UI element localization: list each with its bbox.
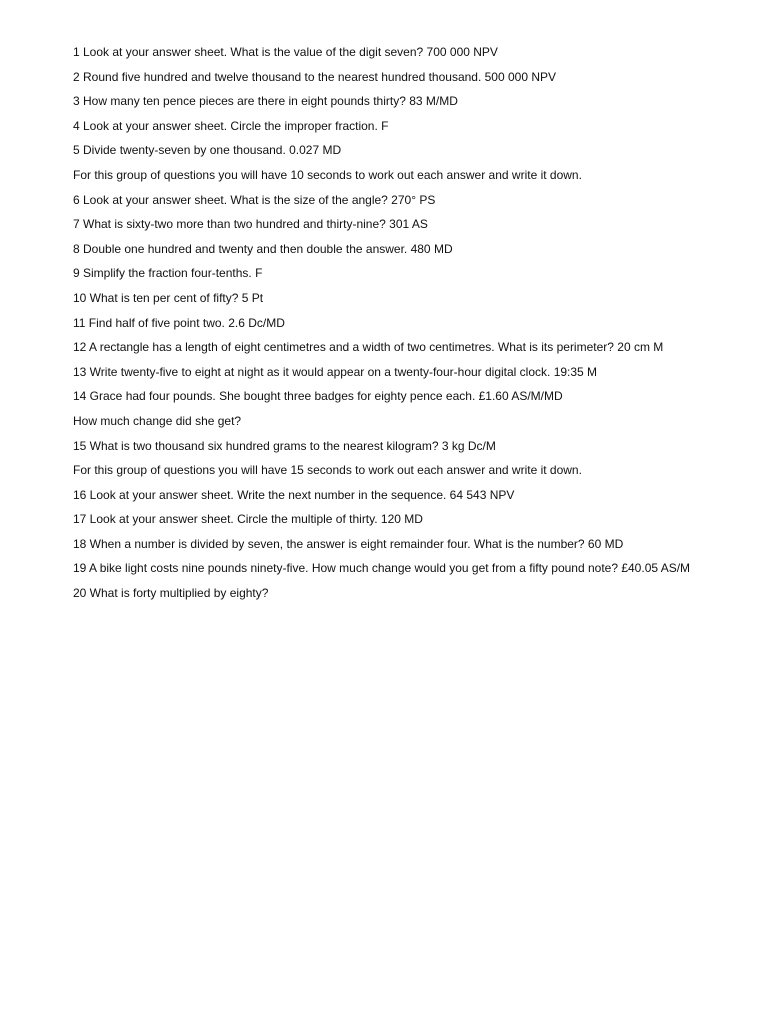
instruction-10-seconds: For this group of questions you will have 10 seconds to work out each answer and write it down. — [73, 167, 582, 182]
question-14: 14 Grace had four pounds. She bought three badges for eighty pence each. £1.60 AS/M/MD — [73, 389, 563, 404]
question-18: 18 When a number is divided by seven, the answer is eight remainder four. What is the number? 60 MD — [73, 536, 624, 551]
document-body — [73, 45, 721, 611]
question-19: 19 A bike light costs nine pounds ninety-five. How much change would you get from a fifty pound note? £40.05 AS/M — [73, 561, 691, 576]
question-3: 3 How many ten pence pieces are there in eight pounds thirty? 83 M/MD — [73, 94, 458, 109]
question-5: 5 Divide twenty-seven by one thousand. 0.027 MD — [73, 143, 342, 158]
question-12: 12 A rectangle has a length of eight centimetres and a width of two centimetres. What is its perimeter? 20 cm M — [73, 340, 664, 355]
question-13: 13 Write twenty-five to eight at night as it would appear on a twenty-four-hour digital clock. 19:35 M — [73, 364, 598, 379]
question-7: 7 What is sixty-two more than two hundred and thirty-nine? 301 AS — [73, 217, 428, 232]
question-16: 16 Look at your answer sheet. Write the next number in the sequence. 64 543 NPV — [73, 487, 515, 502]
question-1: 1 Look at your answer sheet. What is the value of the digit seven? 700 000 NPV — [73, 45, 498, 59]
question-8: 8 Double one hundred and twenty and then double the answer. 480 MD — [73, 241, 453, 256]
question-9: 9 Simplify the fraction four-tenths. F — [73, 266, 263, 281]
question-2: 2 Round five hundred and twelve thousand to the nearest hundred thousand. 500 000 NPV — [73, 69, 557, 84]
question-15: 15 What is two thousand six hundred grams to the nearest kilogram? 3 kg Dc/M — [73, 438, 496, 453]
question-17: 17 Look at your answer sheet. Circle the multiple of thirty. 120 MD — [73, 512, 423, 527]
question-4: 4 Look at your answer sheet. Circle the improper fraction. F — [73, 118, 389, 133]
question-11: 11 Find half of five point two. 2.6 Dc/MD — [73, 315, 285, 330]
question-10: 10 What is ten per cent of fifty? 5 Pt — [73, 290, 264, 305]
question-14-continued: How much change did she get? — [73, 413, 242, 428]
question-20: 20 What is forty multiplied by eighty? — [73, 586, 269, 601]
question-6: 6 Look at your answer sheet. What is the size of the angle? 270° PS — [73, 192, 436, 207]
instruction-15-seconds: For this group of questions you will have 15 seconds to work out each answer and write it down. — [73, 463, 582, 478]
